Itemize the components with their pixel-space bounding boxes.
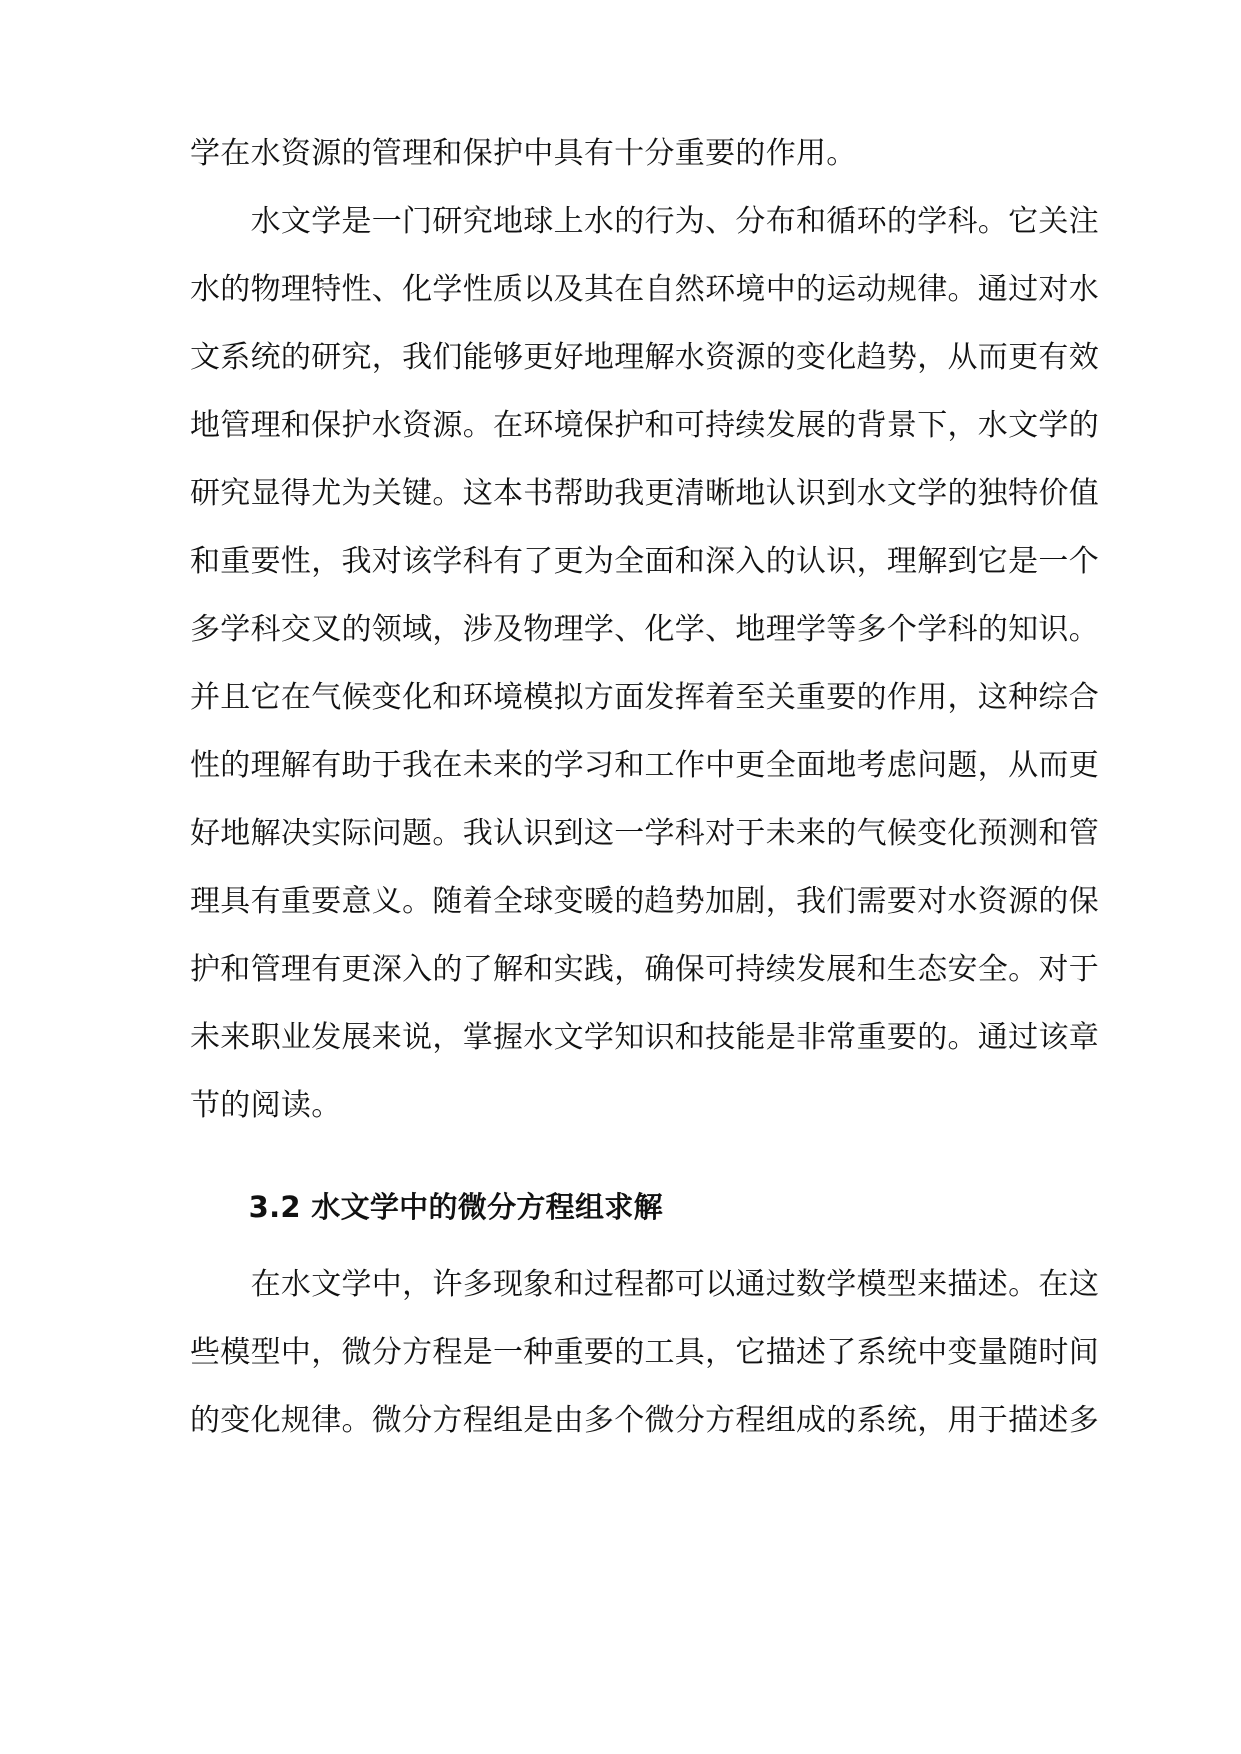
paragraph-2-line-8: 并且它在气候变化和环境模拟方面发挥着至关重要的作用，这种综合	[190, 680, 1099, 715]
paragraph-2-line-4: 地管理和保护水资源。在环境保护和可持续发展的背景下，水文学的	[190, 408, 1099, 443]
paragraph-2-line-12: 护和管理有更深入的了解和实践，确保可持续发展和生态安全。对于	[190, 952, 1099, 987]
paragraph-2-line-9: 性的理解有助于我在未来的学习和工作中更全面地考虑问题，从而更	[190, 748, 1099, 783]
paragraph-3-line-3: 的变化规律。微分方程组是由多个微分方程组成的系统，用于描述多	[190, 1403, 1099, 1438]
paragraph-2-line-11: 理具有重要意义。随着全球变暖的趋势加剧，我们需要对水资源的保	[190, 884, 1099, 919]
paragraph-2-line-6: 和重要性，我对该学科有了更为全面和深入的认识，理解到它是一个	[190, 544, 1099, 579]
paragraph-2-line-7: 多学科交叉的领域，涉及物理学、化学、地理学等多个学科的知识。	[190, 612, 1099, 647]
paragraph-2-line-3: 文系统的研究，我们能够更好地理解水资源的变化趋势，从而更有效	[190, 340, 1099, 375]
paragraph-2-line-13: 未来职业发展来说，掌握水文学知识和技能是非常重要的。通过该章	[190, 1020, 1099, 1055]
paragraph-3-line-1: 在水文学中，许多现象和过程都可以通过数学模型来描述。在这	[190, 1267, 1099, 1302]
paragraph-2-line-14: 节的阅读。	[190, 1088, 342, 1123]
paragraph-3-line-2: 些模型中，微分方程是一种重要的工具，它描述了系统中变量随时间	[190, 1335, 1099, 1370]
paragraph-2-line-5: 研究显得尤为关键。这本书帮助我更清晰地认识到水文学的独特价值	[190, 476, 1099, 511]
paragraph-2-line-10: 好地解决实际问题。我认识到这一学科对于未来的气候变化预测和管	[190, 816, 1099, 851]
paragraph-2-line-1: 水文学是一门研究地球上水的行为、分布和循环的学科。它关注	[190, 204, 1099, 239]
paragraph-2-line-2: 水的物理特性、化学性质以及其在自然环境中的运动规律。通过对水	[190, 272, 1099, 307]
section-heading: 3.2 水文学中的微分方程组求解	[190, 1190, 663, 1224]
paragraph-1-line-1: 学在水资源的管理和保护中具有十分重要的作用。	[190, 136, 857, 171]
